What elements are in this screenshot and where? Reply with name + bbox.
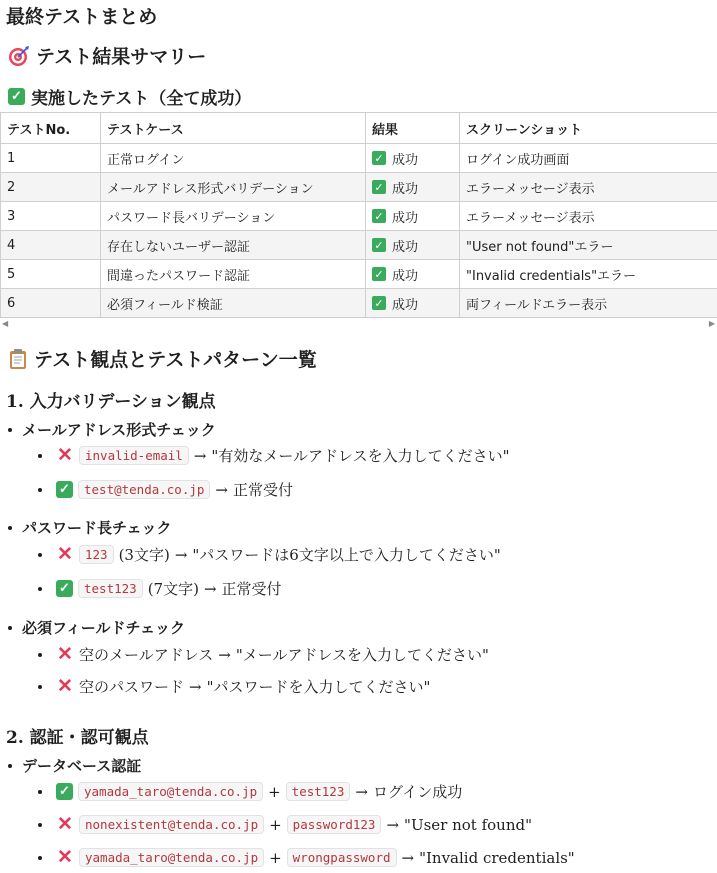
list-item [8, 755, 141, 776]
plus-text: + [269, 848, 282, 867]
cross-icon: ✕ [57, 813, 73, 835]
arrow-text: → [189, 677, 202, 696]
cell-no: 2 [1, 173, 101, 202]
result-message: "メールアドレスを入力してください" [235, 646, 489, 664]
table-row [1, 260, 717, 289]
result-text: 成功 [392, 210, 419, 226]
check-icon: ✓ [56, 783, 73, 800]
list-item [38, 445, 509, 466]
cell-result [366, 173, 460, 202]
list-item [8, 517, 172, 538]
check-icon: ✓ [372, 296, 386, 310]
result-message: "Invalid credentials" [419, 848, 575, 867]
list-item [8, 419, 216, 440]
bullet-icon [38, 823, 42, 827]
cell-result [366, 231, 460, 260]
bullet-icon [38, 790, 42, 794]
list-item [38, 781, 462, 802]
bullet-icon [38, 553, 42, 557]
summary-heading [8, 42, 206, 69]
arrow-text: → [386, 815, 400, 834]
test-results-table [0, 112, 717, 318]
clipboard-icon [8, 348, 28, 370]
executed-heading [8, 84, 251, 109]
column-header-screenshot: スクリーンショット [460, 113, 717, 144]
cell-result [366, 260, 460, 289]
cell-case: 必須フィールド検証 [101, 289, 366, 318]
result-text: 成功 [392, 181, 419, 197]
list-item [38, 815, 532, 834]
check-icon: ✓ [372, 151, 386, 165]
arrow-text: → [218, 645, 231, 664]
cross-icon: ✕ [57, 675, 73, 697]
section-heading-auth: 2. 認証・認可観点 [6, 728, 149, 748]
code-snippet: nonexistent@tenda.co.jp [79, 815, 264, 834]
check-icon: ✓ [8, 88, 25, 105]
code-snippet: wrongpassword [287, 848, 397, 867]
table-horizontal-scrollbar[interactable] [0, 319, 717, 328]
check-icon: ✓ [372, 238, 386, 252]
note-text: (7文字) [147, 580, 199, 598]
bullet-icon [8, 764, 12, 768]
bullet-icon [8, 626, 12, 630]
arrow-text: → [215, 480, 228, 499]
result-text: 成功 [392, 152, 419, 168]
group-label: メールアドレス形式チェック [22, 421, 216, 439]
cell-no: 4 [1, 231, 101, 260]
group-label: 必須フィールドチェック [22, 619, 186, 637]
bullet-icon [38, 653, 42, 657]
check-icon: ✓ [56, 580, 73, 597]
plus-text: + [269, 815, 282, 834]
code-snippet: yamada_taro@tenda.co.jp [78, 782, 263, 801]
cell-case: 存在しないユーザー認証 [101, 231, 366, 260]
arrow-text: → [193, 446, 207, 465]
cross-icon: ✕ [57, 643, 73, 665]
bullet-icon [8, 428, 12, 432]
table-row [1, 289, 717, 318]
code-snippet: password123 [287, 815, 382, 834]
group-label: パスワード長チェック [22, 519, 172, 537]
cell-screenshot: "User not found"エラー [460, 231, 717, 260]
cross-icon: ✕ [57, 846, 73, 868]
table-row [1, 173, 717, 202]
cell-no: 3 [1, 202, 101, 231]
result-text: 成功 [392, 239, 419, 255]
plus-text: + [268, 782, 281, 801]
result-message: 正常受付 [233, 481, 294, 499]
result-message: "パスワードは6文字以上で入力してください" [192, 546, 501, 564]
bullet-icon [38, 587, 42, 591]
list-item [38, 578, 282, 599]
arrow-text: → [355, 782, 368, 801]
cell-screenshot: エラーメッセージ表示 [460, 173, 717, 202]
list-item [38, 644, 489, 665]
code-snippet: 123 [79, 545, 114, 564]
list-item [38, 676, 430, 697]
result-message: "User not found" [404, 815, 532, 834]
cell-result [366, 202, 460, 231]
prefix-text: 空のメールアドレス [79, 646, 214, 664]
bullet-icon [38, 488, 42, 492]
table-header-row [1, 113, 717, 144]
table-row [1, 144, 717, 173]
cell-no: 5 [1, 260, 101, 289]
list-item [38, 479, 293, 500]
bullet-icon [38, 454, 42, 458]
bullet-icon [38, 685, 42, 689]
scroll-left-arrow-icon[interactable]: ◀ [2, 319, 9, 328]
cell-case: 正常ログイン [101, 144, 366, 173]
arrow-text: → [174, 545, 188, 564]
summary-heading-text: テスト結果サマリー [36, 46, 207, 68]
cell-case: 間違ったパスワード認証 [101, 260, 366, 289]
result-message: "有効なメールアドレスを入力してください" [211, 447, 510, 465]
column-header-no: テストNo. [1, 113, 101, 144]
list-item [8, 617, 185, 638]
cell-case: メールアドレス形式バリデーション [101, 173, 366, 202]
cross-icon: ✕ [57, 444, 73, 466]
viewpoints-heading [8, 345, 317, 372]
result-text: 成功 [392, 297, 419, 313]
prefix-text: 空のパスワード [79, 678, 185, 696]
list-item [38, 544, 501, 565]
code-snippet: yamada_taro@tenda.co.jp [79, 848, 264, 867]
code-snippet: test123 [286, 782, 351, 801]
result-message: "パスワードを入力してください" [206, 678, 431, 696]
cell-screenshot: 両フィールドエラー表示 [460, 289, 717, 318]
cell-result [366, 289, 460, 318]
note-text: (3文字) [118, 546, 170, 564]
bullet-icon [8, 526, 12, 530]
target-icon [8, 45, 30, 67]
column-header-case: テストケース [101, 113, 366, 144]
cell-no: 6 [1, 289, 101, 318]
page-title: 最終テストまとめ [6, 6, 158, 28]
cell-case: パスワード長バリデーション [101, 202, 366, 231]
list-item [38, 848, 575, 867]
result-message: 正常受付 [221, 580, 282, 598]
viewpoints-heading-text: テスト観点とテストパターン一覧 [34, 349, 317, 371]
column-header-result: 結果 [366, 113, 460, 144]
bullet-icon [38, 856, 42, 860]
check-icon: ✓ [372, 180, 386, 194]
cell-screenshot: "Invalid credentials"エラー [460, 260, 717, 289]
scroll-right-arrow-icon[interactable]: ▶ [708, 319, 715, 328]
result-text: 成功 [392, 268, 419, 284]
section-heading-validation: 1. 入力バリデーション観点 [6, 392, 216, 412]
code-snippet: invalid-email [79, 446, 189, 465]
code-snippet: test123 [78, 579, 143, 598]
code-snippet: test@tenda.co.jp [78, 480, 210, 499]
executed-heading-text: 実施したテスト（全て成功） [31, 89, 252, 109]
cell-screenshot: エラーメッセージ表示 [460, 202, 717, 231]
group-label: データベース認証 [22, 757, 142, 775]
table-row [1, 231, 717, 260]
arrow-text: → [203, 579, 217, 598]
table-row [1, 202, 717, 231]
check-icon: ✓ [372, 267, 386, 281]
cross-icon: ✕ [57, 543, 73, 565]
check-icon: ✓ [56, 481, 73, 498]
cell-screenshot: ログイン成功画面 [460, 144, 717, 173]
result-message: ログイン成功 [372, 783, 463, 801]
arrow-text: → [401, 848, 415, 867]
cell-result [366, 144, 460, 173]
cell-no: 1 [1, 144, 101, 173]
check-icon: ✓ [372, 209, 386, 223]
